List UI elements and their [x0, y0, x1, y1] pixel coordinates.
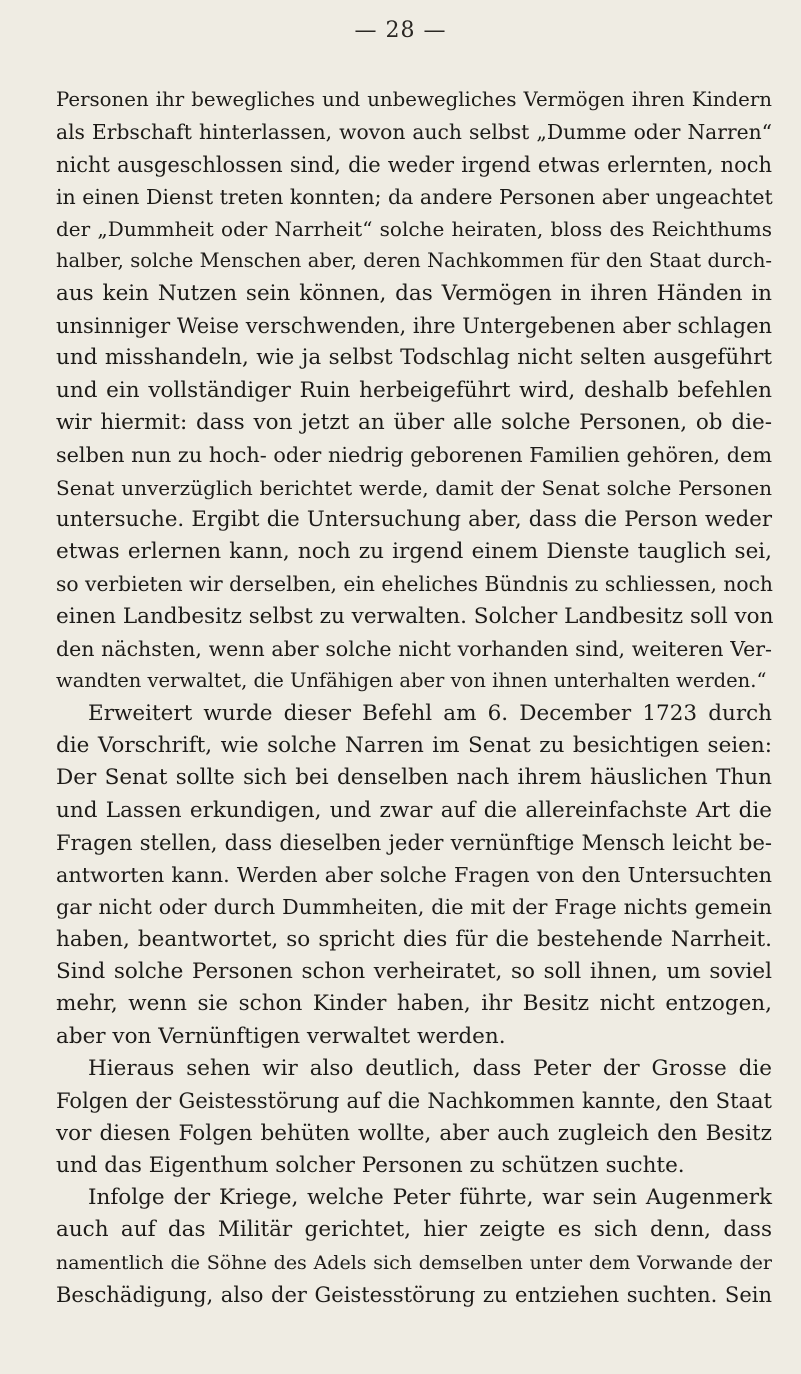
text-line: halber, solche Menschen aber, deren Nachkommen für den Staat durch- — [56, 249, 772, 273]
text-line: in einen Dienst treten konnten; da andere Personen aber ungeachtet — [56, 184, 773, 209]
text-line: als Erbschaft hinterlassen, wovon auch selbst „Dumme oder Narren“ — [56, 120, 772, 145]
text-line: gar nicht oder durch Dummheiten, die mit der Frage nichts gemein — [56, 895, 772, 920]
text-line: Fragen stellen, dass dieselben jeder vernünftige Mensch leicht be- — [56, 830, 772, 855]
text-line: und Lassen erkundigen, und zwar auf die allereinfachste Art die — [56, 797, 772, 823]
text-line: auch auf das Militär gerichtet, hier zeigte es sich denn, dass — [56, 1217, 772, 1243]
text-line: nicht ausgeschlossen sind, die weder irgend etwas erlernten, noch — [56, 152, 772, 177]
text-line: aber von Vernünftigen verwaltet werden. — [56, 1023, 506, 1049]
text-line: antworten kann. Werden aber solche Fragen von den Untersuchten — [56, 863, 772, 888]
page-number: — 28 — — [354, 18, 447, 43]
text-line: selben nun zu hoch- oder niedrig geborenen Familien gehören, dem — [56, 443, 772, 468]
text-line: vor diesen Folgen behüten wollte, aber auch zugleich den Besitz — [56, 1120, 772, 1146]
text-line: und ein vollständiger Ruin herbeigeführt wird, deshalb befehlen — [56, 377, 772, 403]
text-line: Infolge der Kriege, welche Peter führte, war sein Augenmerk — [88, 1185, 772, 1211]
text-line: die Vorschrift, wie solche Narren im Senat zu besichtigen seien: — [56, 732, 772, 758]
text-line: wir hiermit: dass von jetzt an über alle solche Personen, ob die- — [56, 409, 772, 435]
text-line: Beschädigung, also der Geistesstörung zu entziehen suchten. Sein — [56, 1282, 772, 1307]
text-line: Hieraus sehen wir also deutlich, dass Peter der Grosse die — [88, 1055, 772, 1081]
text-line: namentlich die Söhne des Adels sich demselben unter dem Vorwande der — [56, 1251, 772, 1274]
text-line: Folgen der Geistesstörung auf die Nachkommen kannte, den Staat — [56, 1089, 772, 1114]
text-line: Sind solche Personen schon verheiratet, so soll ihnen, um soviel — [56, 959, 772, 985]
text-line: untersuche. Ergibt die Untersuchung aber, dass die Person weder — [56, 506, 772, 532]
text-line: wandten verwaltet, die Unfähigen aber von ihnen unterhalten werden.“ — [56, 669, 767, 693]
text-line: Personen ihr bewegliches und unbewegliches Vermögen ihren Kindern — [56, 88, 772, 111]
text-line: einen Landbesitz selbst zu verwalten. Solcher Landbesitz soll von — [56, 603, 774, 629]
text-line: den nächsten, wenn aber solche nicht vorhanden sind, weiteren Ver- — [56, 637, 772, 662]
text-line: der „Dummheit oder Narrheit“ solche heiraten, bloss des Reichthums — [56, 217, 772, 242]
body-text — [56, 84, 772, 1311]
text-line: aus kein Nutzen sein können, das Vermögen in ihren Händen in — [56, 280, 772, 306]
text-line: etwas erlernen kann, noch zu irgend einem Dienste tauglich sei, — [56, 539, 772, 565]
text-line: haben, beantwortet, so spricht dies für die bestehende Narrheit. — [56, 926, 772, 952]
text-line: und das Eigenthum solcher Personen zu schützen suchte. — [56, 1152, 685, 1178]
text-line: so verbieten wir derselben, ein eheliches Bündnis zu schliessen, noch — [56, 572, 773, 597]
text-line: unsinniger Weise verschwenden, ihre Untergebenen aber schlagen — [56, 314, 773, 339]
text-line: Senat unverzüglich berichtet werde, damit der Senat solche Personen — [56, 475, 772, 500]
text-line: Erweitert wurde dieser Befehl am 6. December 1723 durch — [88, 700, 772, 726]
text-line: Der Senat sollte sich bei denselben nach ihrem häuslichen Thun — [56, 765, 772, 791]
text-line: mehr, wenn sie schon Kinder haben, ihr Besitz nicht entzogen, — [56, 991, 772, 1017]
text-line: und misshandeln, wie ja selbst Todschlag nicht selten ausgeführt — [56, 345, 772, 371]
